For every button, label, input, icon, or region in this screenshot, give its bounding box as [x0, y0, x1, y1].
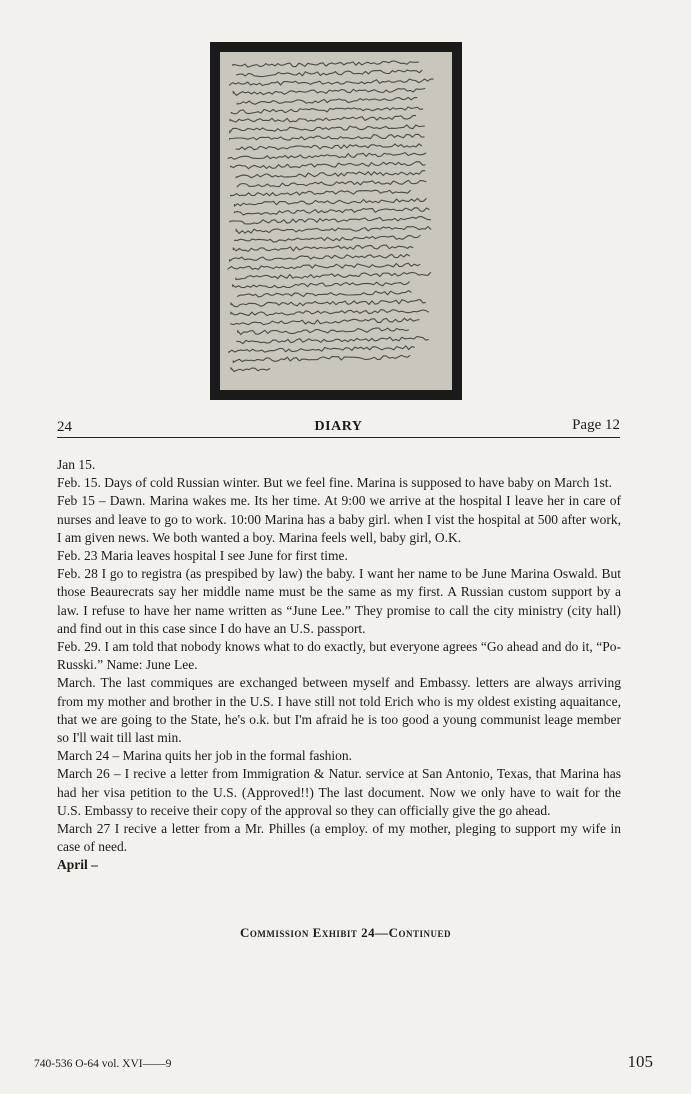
handwriting-line	[233, 282, 410, 288]
handwriting-line	[233, 61, 419, 67]
handwriting-line	[233, 245, 413, 251]
page-header	[57, 417, 620, 438]
handwriting-line	[233, 88, 425, 95]
handwriting-line	[229, 346, 415, 352]
handwriting-line	[234, 198, 426, 206]
handwriting-line	[236, 227, 431, 234]
entry-feb-29: Feb. 29. I am told that nobody knows what to do exactly, but everyone agrees “Go ahead and do it, “Po-Russki.” Name: June Lee.	[57, 639, 621, 673]
print-code: 740-536 O-64 vol. XVI——9	[34, 1058, 172, 1070]
diary-photo-frame	[210, 42, 462, 400]
entry-feb-23: Feb. 23 Maria leaves hospital I see June for first time.	[57, 548, 348, 564]
handwriting-line	[236, 171, 425, 178]
handwriting-line	[233, 355, 410, 362]
handwriting-line	[237, 337, 429, 344]
entry-feb-28: Feb. 28 I go to registra (as prespibed by law) the baby. I want her name to be June Marina Oswald. But those Beaurecrats say her middle name must be the same as my first. A Russian custom support by a law. I refuse to have her name written as “June Lee.” They promise to call the city ministry (city hall) and find out in this case since I do have an U.S. passport.	[57, 566, 621, 636]
volume-page-number: 105	[627, 1052, 653, 1071]
handwriting-line	[234, 235, 420, 242]
handwriting-line	[230, 217, 431, 224]
diary-page-number: Page 12	[572, 417, 620, 433]
handwriting-line	[236, 144, 422, 150]
handwriting-line	[231, 190, 411, 196]
entry-april: April –	[57, 857, 98, 873]
handwriting-line	[238, 328, 409, 335]
handwriting-line	[229, 134, 424, 140]
handwriting-line	[231, 300, 426, 307]
handwriting-scribbles	[220, 52, 452, 390]
entry-march: March. The last commiques are exchanged between myself and Embassy. letters are always arriving from my mother and brother in the U.S. I have still not told Erich who is my oldest existing aquaitance, that we are going to the State, he's o.k. but I'm afraid he is too good a young communist leage member so I'll wait till last min.	[57, 675, 621, 746]
entry-feb-15: Feb. 15. Days of cold Russian winter. But we feel fine. Marina is supposed to have baby on March 1st.	[57, 475, 612, 491]
entry-march-26: March 26 – I recive a letter from Immigration & Natur. service at San Antonio, Texas, that Marina has had her visa petition to the U.S. (Approved!!) The last document. Now we only have to wait for the U.S. Embassy to receive their copy of the approval so they can officially give the go ahead.	[57, 766, 621, 818]
handwriting-line	[231, 368, 270, 372]
entry-feb-15-dawn: Feb 15 – Dawn. Marina wakes me. Its her time. At 9:00 we arrive at the hospital I leave her in care of nurses and leave to go to work. 10:00 Marina has a baby girl. when I vist the hospital at 500 after work, I am given news. We both wanted a boy. Marina feels well, baby girl, O.K.	[57, 493, 621, 545]
entry-jan-15: Jan 15.	[57, 457, 96, 472]
handwriting-line	[228, 263, 420, 269]
handwriting-line	[230, 116, 416, 123]
handwriting-line	[234, 208, 429, 215]
handwriting-line	[230, 318, 419, 324]
diary-transcription	[57, 456, 621, 875]
handwriting-line	[237, 180, 426, 186]
handwriting-line	[230, 79, 434, 86]
exhibit-caption	[0, 925, 691, 941]
handwriting-line	[230, 162, 425, 169]
handwriting-line	[231, 107, 423, 114]
handwriting-line	[230, 254, 410, 261]
header-title: DIARY	[314, 419, 363, 434]
exhibit-number: 24	[57, 419, 72, 435]
handwriting-line	[238, 291, 412, 297]
handwriting-line	[236, 70, 422, 77]
handwritten-diary-photo	[220, 52, 452, 390]
handwriting-line	[236, 272, 431, 279]
exhibit-caption-text: Commission Exhibit 24—Continued	[240, 925, 451, 940]
handwriting-line	[231, 310, 429, 316]
handwriting-line	[228, 153, 426, 160]
handwriting-line	[237, 97, 417, 104]
entry-march-24: March 24 – Marina quits her job in the formal fashion.	[57, 748, 353, 764]
entry-march-27: March 27 I recive a letter from a Mr. Philles (a employ. of my mother, pleging to support my wife in case of need.	[57, 821, 621, 855]
handwriting-line	[230, 125, 425, 132]
